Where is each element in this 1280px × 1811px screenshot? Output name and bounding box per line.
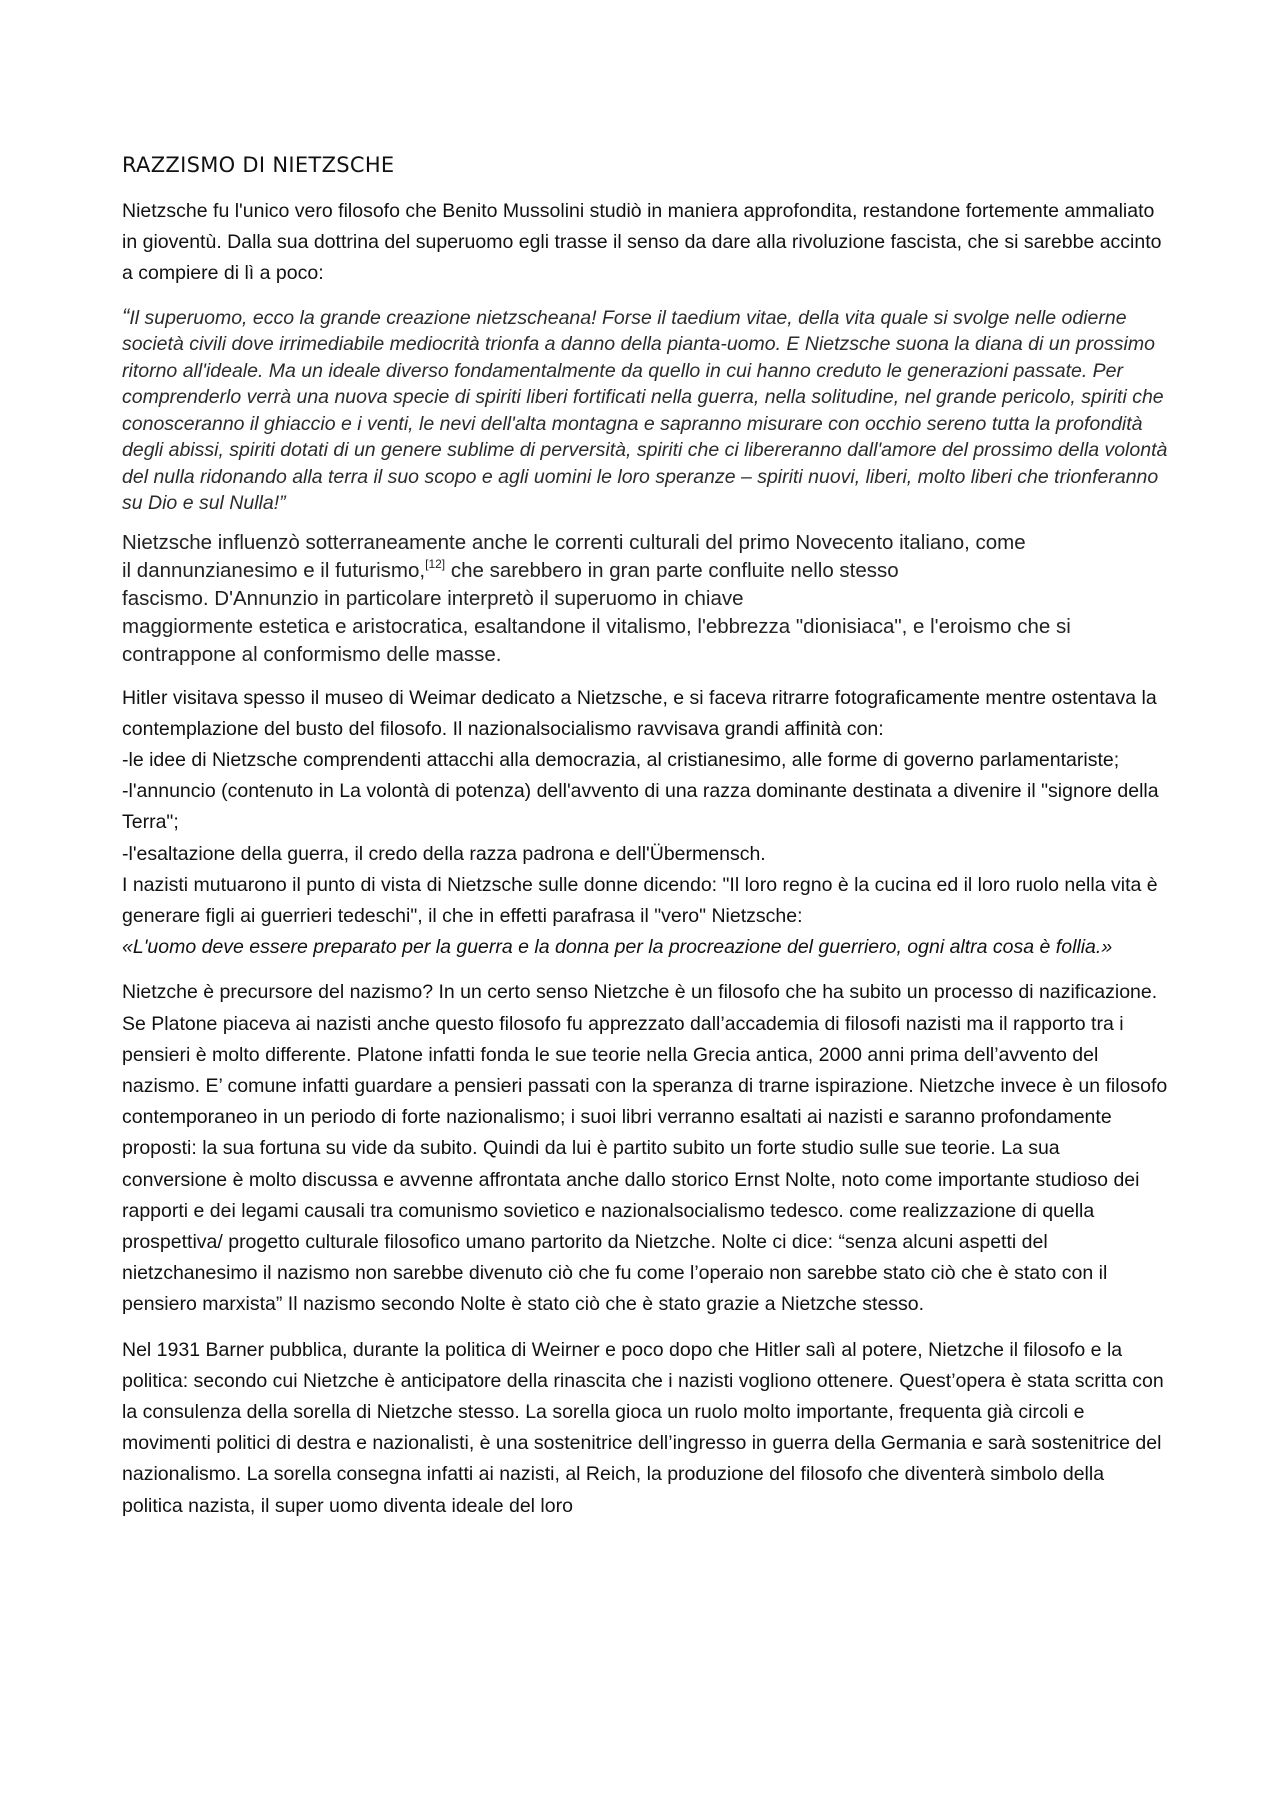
quote-text: Il superuomo, ecco la grande creazione nietzscheana! Forse il taedium vitae, della vita quale si svolge nelle odierne società civili dove irrimediabile mediocrità trionfa a danno della pianta-uomo. E Nietzsche suona la diana di un prossimo ritorno all'ideale. Ma un ideale diverso fondamentalmente da quello in cui hanno creduto le generazioni passate. Per comprenderlo verrà una nuova specie di spiriti liberi fortificati nella guerra, nella solitudine, nel grande pericolo, spiriti che conosceranno il ghiaccio e i venti, le nevi dell'alta montagna e sapranno misurare con occhio sereno tutta la profondità degli abissi, spiriti dotati di un genere sublime di perversità, spiriti che ci libereranno dall'amore del prossimo della volontà del nulla ridonando alla terra il suo scopo e agli uomini le loro speranze – spiriti nuovi, liberi, molto liberi che trionferanno su Dio e sul Nulla!” (122, 306, 1168, 515)
precursore-paragraph: Nietzche è precursore del nazismo? In un certo senso Nietzche è un filosofo che ha subito un processo di nazificazione. Se Platone piaceva ai nazisti anche questo filosofo fu apprezzato dall’accademia di filosofi nazisti ma il rapporto tra i pensieri è molto differente. Platone infatti fonda le sue teorie nella Grecia antica, 2000 anni prima dell’avvento del nazismo. E’ comune infatti guardare a pensieri passati con la speranza di trarne ispirazione. Nietzche invece è un filosofo contemporaneo in un periodo di forte nazionalismo; i suoi libri verranno esaltati ai nazisti e saranno profondamente proposti: la sua fortuna su vide da subito. Quindi da lui è partito subito un forte studio sulle sue teorie. La sua conversione è molto discussa e avvenne affrontata anche dallo storico Ernst Nolte, noto come importante studioso dei rapporti e dei legami causali tra comunismo sovietico e nazionalsocialismo tedesco. come realizzazione di quella prospettiva/ progetto culturale filosofico umano partorito da Nietzche. Nolte ci dice: “senza alcuni aspetti del nietzchanesimo il nazismo non sarebbe divenuto ciò che fu come l’operaio non sarebbe stato ciò che è stato con il pensiero marxista” Il nazismo secondo Nolte è stato ciò che è stato grazie a Nietzche stesso. (122, 981, 1168, 1316)
influence-line-4: maggiormente estetica e aristocratica, esaltandone il vitalismo, l'ebbrezza "dionisiaca", e l'eroismo che si contrappone al conformismo delle masse. (122, 614, 1071, 666)
hitler-paragraph (122, 683, 1170, 964)
quote-open-mark: “ (122, 303, 130, 329)
influence-line-2a: il dannunzianesimo e il futurismo, (122, 558, 426, 582)
women-paragraph: I nazisti mutuarono il punto di vista di Nietzsche sulle donne dicendo: "Il loro regno è la cucina ed il loro ruolo nella vita è generare figli ai guerrieri tedeschi", il che in effetti parafrasa il "vero" Nietzsche: (122, 873, 1158, 928)
influence-line-2b: che sarebbero in gran parte confluite nello stesso (445, 558, 899, 582)
footnote-link[interactable]: [12] (425, 556, 446, 571)
barner-paragraph: Nel 1931 Barner pubblica, durante la politica di Weirner e poco dopo che Hitler salì al potere, Nietzche il filosofo e la politica: secondo cui Nietzche è anticipatore della rinascita che i nazisti vogliono ottenere. Quest’opera è stata scritta con la consulenza della sorella di Nietzche stesso. La sorella gioca un ruolo molto importante, frequenta già circoli e movimenti politici di destra e nazionalisti, è una sostenitrice dell’ingresso in guerra della Germania e sarà sostenitrice del nazionalismo. La sorella consegna infatti ai nazisti, al Reich, la produzione del filosofo che diventerà simbolo della politica nazista, il super uomo diventa ideale del loro (122, 1338, 1164, 1517)
influence-line-1: Nietzsche influenzò sotterraneamente anche le correnti culturali del primo Novecento italiano, come (122, 530, 1026, 554)
influence-line-3: fascismo. D'Annunzio in particolare interpretò il superuomo in chiave (122, 586, 744, 610)
document-title: RAZZISMO DI NIETZSCHE (122, 153, 395, 177)
influence-line-2 (122, 557, 1170, 585)
hitler-item-2: -l'annuncio (contenuto in La volontà di potenza) dell'avvento di una razza dominante destinata a divenire il "signore della Terra"; (122, 780, 1159, 834)
influence-paragraph (122, 529, 1170, 669)
document-page (122, 150, 1170, 1536)
nietzsche-citation: «L'uomo deve essere preparato per la guerra e la donna per la procreazione del guerriero, ogni altra cosa è follia.» (122, 936, 1113, 959)
mussolini-quote (122, 304, 1170, 517)
hitler-intro: Hitler visitava spesso il museo di Weimar dedicato a Nietzsche, e si faceva ritrarre fotograficamente mentre ostentava la contemplazione del busto del filosofo. Il nazionalsocialismo ravvisava grandi affinità con: (122, 686, 1157, 740)
hitler-item-3: -l'esaltazione della guerra, il credo della razza padrona e dell'Übermensch. (122, 842, 766, 865)
intro-paragraph: Nietzsche fu l'unico vero filosofo che Benito Mussolini studiò in maniera approfondita, restandone fortemente ammaliato in gioventù. Dalla sua dottrina del superuomo egli trasse il senso da dare alla rivoluzione fascista, che si sarebbe accinto a compiere di lì a poco: (122, 200, 1162, 285)
hitler-item-1: -le idee di Nietzsche comprendenti attacchi alla democrazia, al cristianesimo, alle forme di governo parlamentariste; (122, 749, 1120, 772)
